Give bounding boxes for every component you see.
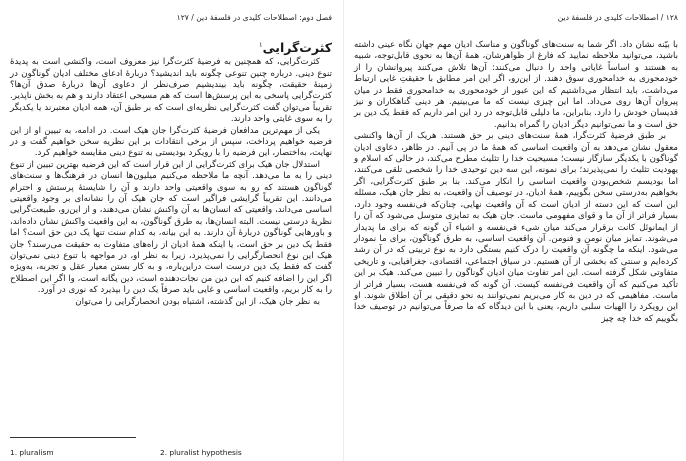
footnote-2: 2. pluralist hypothesis [160, 448, 242, 457]
paragraph: کثرت‌گرایی، که همچنین به فرضیۀ کثرت‌گرا نیز معروف است، واکنشی است به پدیدۀ تنوع دینی. درباره چنین تنوعی چگونه باید اندیشید؟ دربارۀ ادعای مختلف ادیان گوناگون در زمینۀ حقیقت، چگونه باید بیندیشیم صرف‌نظر از دعاوی آن‌ها دربارۀ صدق آن‌ها؟ کثرت‌گرایی پاسخی به این پرسش‌ها است که هم مسیحی اعتقاد دارند و هم به بخش ناپذیر. تقریباً می‌توان گفت کثرت‌گرایی نظریه‌ای است که بر طبق آن، همه ادیان معتبرند یا یکدیگر را به سوی غایتی واحد دارند. [10, 57, 332, 125]
paragraph: بر طبق فرضیۀ کثرت‌گرا، همۀ سنت‌های دینی بر حق هستند. هریک از آن‌ها واکنشی معقول نشان می‌دهد به آن واقعیت اساسی که همۀ ما در پی آنیم. در ظاهر، دعاوی ادیان گوناگون با یکدیگر سازگار نیست؛ مسیحیت خدا را تثلیث مطرح می‌کند، در حالی که اسلام و یهودیت تثلیث را نمی‌پذیرند؛ برای نمونه، این سه دین توحیدی خدا را شخصی تلقی می‌کنند، اما بودیسم شخص‌بودن واقعیت اساسی را انکار می‌کند. بنا بر طبق کثرت‌گرایی، اگر بخواهیم به‌درستی سخن بگوییم، همۀ ادیان، در توصیف آن واقعیت، به نظر جان هیک، مسئله این است که این دسته از ادیان است که آن واقعیت نهایی، چنان‌که فی‌نفسه وجود دارد، بسیار فراتر از آن ما و قوای مفهومی ماست. جان هیک به تمایزی متوسل می‌شود که آن را از ایمانوئل کانت برقرار می‌کند میان شیء فی‌نفسه و اشیاء آن گونه که برای ما پدیدار می‌شوند. تمایز میان نومن و فنومن. آن واقعیت اساسی، به طرق گوناگون، برای ما نمودار می‌شود. اینکه ما چگونه آن واقعیت را درک کنیم بستگی دارد به نوع تربیتی که در آن رشد کرده‌ایم و سنتی که بخشی از آن هستیم. در سیاق اجتماعی، اقتصادی، جغرافیایی، و تاریخی متفاوتی شکل گرفته است. این امر تفاوت میان ادیان گوناگون را تبیین می‌کند. هیک بر این تأکید می‌کنیم که آن واقعیت فی‌نفسه کیست. آن گونه که فی‌نفسه هست، بسیار فراتر از ماست. مفاهیمی که در دین به کار می‌بریم نمی‌توانند به نحو دقیقی بر آن اطلاق شوند. او این رویکرد را الهیات سلبی داریم، یعنی با این دیدگاه که ما صرفاً می‌توانیم در توصیف خدا بگوییم که خدا چه چیز [354, 131, 678, 324]
paragraph: یکی از مهم‌ترین مدافعان فرضیۀ کثرت‌گرا جان هیک است. در ادامه، به تبیین او از این فرضیه خواهیم پرداخت، سپس از برخی انتقادات بر این نظریه سخن خواهیم گفت و در نهایت، به‌اختصار، این فرضیه را با رویکرد بودیستی به تنوع دینی مقایسه خواهیم کرد. [10, 125, 332, 159]
page-header [6, 13, 336, 25]
page-body [354, 40, 678, 325]
header-text: اصطلاحات کلیدی در فلسفۀ دین [557, 13, 659, 22]
page-number: ۱۲۸ [665, 13, 678, 22]
section-title [10, 38, 332, 55]
book-gutter [343, 0, 344, 461]
page-header [352, 13, 680, 25]
paragraph: به نظر جان هیک، از این گذشته، اشتباه بودن انحصارگرایی را می‌توان [75, 296, 320, 307]
running-head: فصل دوم: اصطلاحات کلیدی در فلسفۀ دین / ۱۲۷ [176, 13, 332, 22]
left-page [6, 0, 336, 461]
footnotes [10, 448, 332, 460]
footnote-divider [10, 437, 136, 438]
paragraph: با بیّنه نشان داد. اگر شما به سنت‌های گوناگون و مناسک ادیان مهم جهان نگاه عینی داشته باشید، می‌توانید ملاحظه نمایید که فارغ از ظواهرشان، همۀ آن‌ها به نحوی قابل‌توجه، شبیه به هستند و اساساً غایاتی واحد را دنبال می‌کنند: آن‌ها تلاش می‌کنند پیروانشان را از خودمحوری به خدامحوری سوق دهند. از این‌رو، اگر این امر مطابق با حقیقتِ غایی ارتباط می‌داشت، باید انتظار می‌داشتیم که این عبور از خودمحوری به خدامحوری فقط در میان پیروان آن‌ها روی می‌داد. اما این چیزی نیست که ما می‌بینیم. هر دینی گناهکاران و نیز قدیسان خودش را دارد. بنابراین، ما دلیلی قابل‌توجه در رد این امر داریم که فقط یک دین بر حق است و ما نمی‌توانیم دیگر ادیان را گمراه بدانیم. [354, 40, 678, 130]
paragraph: استدلال جان هیک برای کثرت‌گرایی از این قرار است که این فرضیه بهترین تبیین از تنوع دینی را به ما می‌دهد. آنچه ما ملاحظه می‌کنیم میلیون‌ها انسان در فرهنگ‌ها و سنت‌های گوناگون هستند که رو به سوی واقعیتی واحد دارند و آن را شایستۀ پرستش و احترام می‌دانند. این تقریباً گرایشی فراگیر است که جان هیک آن را نشانه‌ای بر وجود واقعیتی اساسی می‌داند، واقعیتی که انسان‌ها به آن واکنش نشان می‌دهند، و از این‌رو، طبیعت‌گرایی نظریۀ درستی نیست. البته انسان‌ها، به طرق گوناگون، به این واقعیت واکنش نشان داده‌اند، و باورهایی گوناگون دربارۀ آن دارند. به این بیانه، به کدام سنت تنها یک دین حق است؟ اما فقط یک دین بر حق است، یا اینکه همۀ ادیان از راه‌های متفاوت به حقیقت می‌رسند؟ جان هیک این نوع انحصارگرایی را نمی‌پذیرد، زیرا به نظر او، در مواجهه با تنوع دینی نمی‌توان گفت که فقط یک دین درست است دراین‌باره، و به کار بستن معیار عقل و تجربه، به‌ویژه اگر این را اضافه کنیم که این دین من نجات‌دهنده است، دین یگانه است، وا اگر این اصطلاح را به کار بریم، واقعیت اساسی و غایی باید صرفاً یک دین را بپذیرد که نوری در آورد. [10, 159, 332, 296]
footnote-marker: ۱ [258, 41, 263, 49]
right-page [352, 0, 680, 461]
footnote-1: 1. pluralism [10, 448, 54, 457]
page-body [10, 38, 332, 308]
page-number: ۱۲۷ [176, 13, 189, 22]
running-head: ۱۲۸ / اصطلاحات کلیدی در فلسفۀ دین [557, 13, 678, 22]
section-title-text: کثرت‌گرایی [262, 40, 332, 56]
header-text: فصل دوم: اصطلاحات کلیدی در فلسفۀ دین [196, 13, 332, 22]
